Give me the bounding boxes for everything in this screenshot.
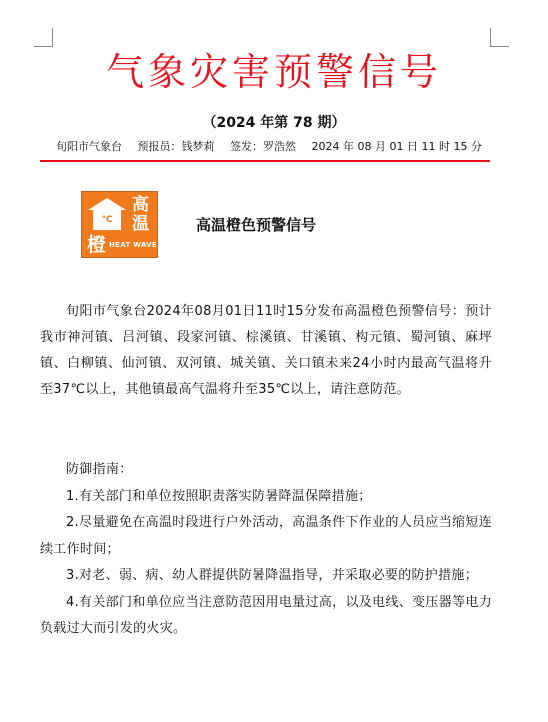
celsius-unit: °C [93,210,121,230]
signal-title: 高温橙色预警信号 [196,216,317,234]
agency-name: 旬阳市气象台 [56,140,122,153]
guidance-item: 4.有关部门和单位应当注意防范因用电量过高，以及电线、变压器等电力负载过大而引发的火灾。 [40,594,492,636]
house-thermometer-icon [88,198,126,232]
guidance-item: 3.对老、弱、病、幼人群提供防暑降温指导，并采取必要的防护措施； [66,568,479,583]
page-corner-mark-top-right [490,28,509,47]
guidance-heading: 防御指南： [66,462,133,477]
forecaster: 预报员：钱梦莉 [137,140,215,153]
document-title: 气象灾害预警信号 [105,50,442,94]
icon-char-orange: 橙 [87,234,107,256]
defense-guidance [40,457,492,643]
announcement-body [40,299,492,403]
announcement-paragraph: 旬阳市气象台2024年08月01日11时15分发布高温橙色预警信号：预计我市神河镇、吕河镇、段家河镇、棕溪镇、甘溪镇、构元镇、蜀河镇、麻坪镇、白柳镇、仙河镇、双河镇、城关镇、关口镇未来24小时内最高气温将升至37℃以上，其他镇最高气温将升至35℃以上，请注意防范。 [40,304,492,397]
header-divider [40,160,490,162]
icon-char-high: 高 [132,195,149,215]
guidance-item: 1.有关部门和单位按照职责落实防暑降温保障措施； [66,488,372,504]
heat-wave-orange-signal-icon [81,191,158,258]
issue-meta-line [56,139,492,155]
guidance-item: 2.尽量避免在高温时段进行户外活动，高温条件下作业的人员应当缩短连续工作时间； [40,515,492,557]
issue-time: 2024 年 08 月 01 日 11 时 15 分 [311,140,482,153]
issuer: 签发：罗浩然 [230,140,296,153]
page-corner-mark-top-left [34,28,53,47]
icon-caption: HEAT WAVE [109,241,157,249]
icon-char-temperature: 温 [132,214,149,234]
issue-number: （2024 年第 78 期） [202,115,346,131]
